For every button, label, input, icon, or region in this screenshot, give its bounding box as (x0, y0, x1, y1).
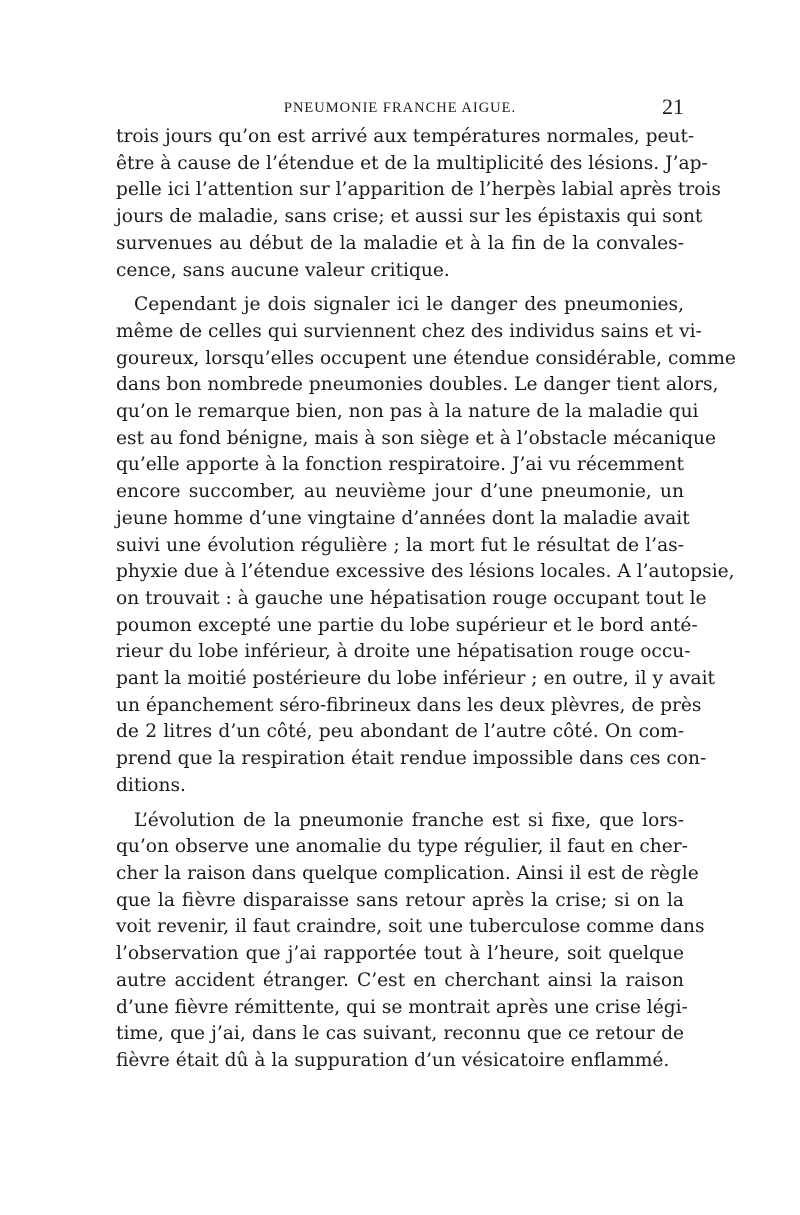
page-body (116, 124, 736, 1075)
text-line: qu’on observe une anomalie du type régulier, il faut en cher- (116, 836, 688, 858)
text-line: fièvre était dû à la suppuration d’un vésicatoire enflammé. (116, 1049, 670, 1071)
text-line: on trouvait : à gauche une hépatisation rouge occupant tout le (116, 587, 707, 609)
text-line: prend que la respiration était rendue impossible dans ces con- (116, 748, 707, 770)
running-head (116, 92, 684, 124)
page-number: 21 (662, 94, 684, 119)
text-line: L’évolution de la pneumonie franche est si fixe, que lors- (134, 809, 684, 831)
paragraph-3 (116, 808, 705, 1075)
text-line: pelle ici l’attention sur l’apparition de l’herpès labial après trois (116, 179, 721, 201)
text-line: pant la moitié postérieure du lobe inférieur ; en outre, il y avait (116, 668, 716, 690)
text-line: d’une fièvre rémittente, qui se montrait après une crise légi- (116, 996, 688, 1018)
text-line: autre accident étranger. C’est en cherchant ainsi la raison (116, 969, 684, 991)
paragraph-1 (116, 124, 721, 284)
book-page (116, 92, 736, 1075)
text-line: est au fond bénigne, mais à son siège et à l’obstacle mécanique (116, 427, 716, 449)
text-line: suivi une évolution régulière ; la mort fut le résultat de l’as- (116, 534, 684, 556)
text-line: trois jours qu’on est arrivé aux températures normales, peut- (116, 126, 695, 147)
text-line: rieur du lobe inférieur, à droite une hépatisation rouge occu- (116, 641, 691, 663)
text-line: cher la raison dans quelque complication. Ainsi il est de règle (116, 862, 699, 884)
text-line: voit revenir, il faut craindre, soit une tuberculose comme dans (116, 916, 705, 938)
text-line: dans bon nombrede pneumonies doubles. Le danger tient alors, (116, 374, 719, 396)
text-line: goureux, lorsqu’elles occupent une étendue considérable, comme (116, 347, 736, 369)
text-line: cence, sans aucune valeur critique. (116, 259, 450, 281)
text-line: jours de maladie, sans crise; et aussi sur les épistaxis qui sont (116, 206, 703, 228)
text-line: être à cause de l’étendue et de la multiplicité des lésions. J’ap- (116, 152, 708, 174)
text-line: ditions. (116, 774, 186, 796)
text-line: survenues au début de la maladie et à la fin de la convales- (116, 232, 684, 254)
paragraph-2 (116, 292, 736, 799)
text-line: phyxie due à l’étendue excessive des lésions locales. A l’autopsie, (116, 561, 735, 583)
text-line: Cependant je dois signaler ici le danger des pneumonies, (134, 294, 684, 316)
text-line: un épanchement séro-fibrineux dans les deux plèvres, de près (116, 694, 702, 716)
text-line: même de celles qui surviennent chez des individus sains et vi- (116, 320, 702, 342)
text-line: qu’on le remarque bien, non pas à la nature de la maladie qui (116, 401, 699, 423)
text-line: poumon excepté une partie du lobe supérieur et le bord anté- (116, 614, 698, 636)
text-line: time, que j’ai, dans le cas suivant, reconnu que ce retour de (116, 1023, 684, 1045)
text-line: de 2 litres d’un côté, peu abondant de l’autre côté. On com- (116, 721, 684, 743)
text-line: que la fièvre disparaisse sans retour après la crise; si on la (116, 889, 684, 911)
running-title: PNEUMONIE FRANCHE AIGUE. (283, 100, 517, 116)
text-line: qu’elle apporte à la fonction respiratoire. J’ai vu récemment (116, 454, 684, 476)
text-line: l’observation que j’ai rapportée tout à l’heure, soit quelque (116, 943, 684, 965)
text-line: jeune homme d’une vingtaine d’années dont la maladie avait (116, 507, 690, 529)
text-line: encore succomber, au neuvième jour d’une pneumonie, un (116, 481, 684, 503)
